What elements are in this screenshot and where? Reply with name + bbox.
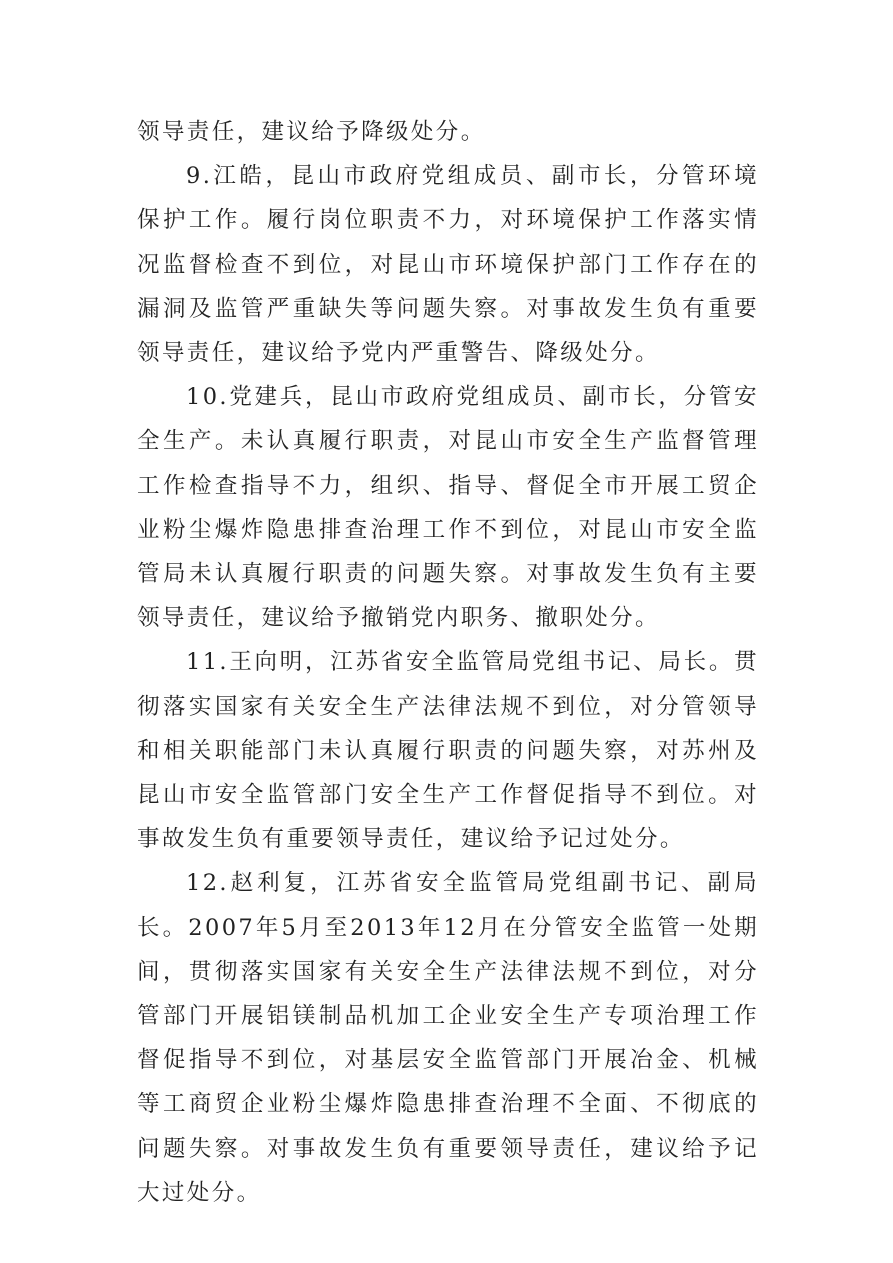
paragraph-item-11: 11.王向明，江苏省安全监管局党组书记、局长。贯彻落实国家有关安全生产法律法规不到位，对分管领导和相关职能部门未认真履行职责的问题失察，对苏州及昆山市安全监管部门安全生产工作督促指导不到位。对事故发生负有重要领导责任，建议给予记过处分。	[137, 649, 759, 853]
document-body	[137, 110, 759, 1215]
paragraph-item-9: 9.江皓，昆山市政府党组成员、副市长，分管环境保护工作。履行岗位职责不力，对环境保护工作落实情况监督检查不到位，对昆山市环境保护部门工作存在的漏洞及监管严重缺失等问题失察。对事故发生负有重要领导责任，建议给予党内严重警告、降级处分。	[137, 163, 759, 367]
paragraph-item-10: 10.党建兵，昆山市政府党组成员、副市长，分管安全生产。未认真履行职责，对昆山市安全生产监督管理工作检查指导不力，组织、指导、督促全市开展工贸企业粉尘爆炸隐患排查治理工作不到位，对昆山市安全监管局未认真履行职责的问题失察。对事故发生负有主要领导责任，建议给予撤销党内职务、撤职处分。	[137, 384, 759, 632]
paragraph-item-12: 12.赵利复，江苏省安全监管局党组副书记、副局长。2007年5月至2013年12月在分管安全监管一处期间，贯彻落实国家有关安全生产法律法规不到位，对分管部门开展铝镁制品机加工企业安全生产专项治理工作督促指导不到位，对基层安全监管部门开展冶金、机械等工商贸企业粉尘爆炸隐患排查治理不全面、不彻底的问题失察。对事故发生负有重要领导责任，建议给予记大过处分。	[137, 870, 759, 1206]
paragraph-continuation: 领导责任，建议给予降级处分。	[137, 119, 486, 145]
